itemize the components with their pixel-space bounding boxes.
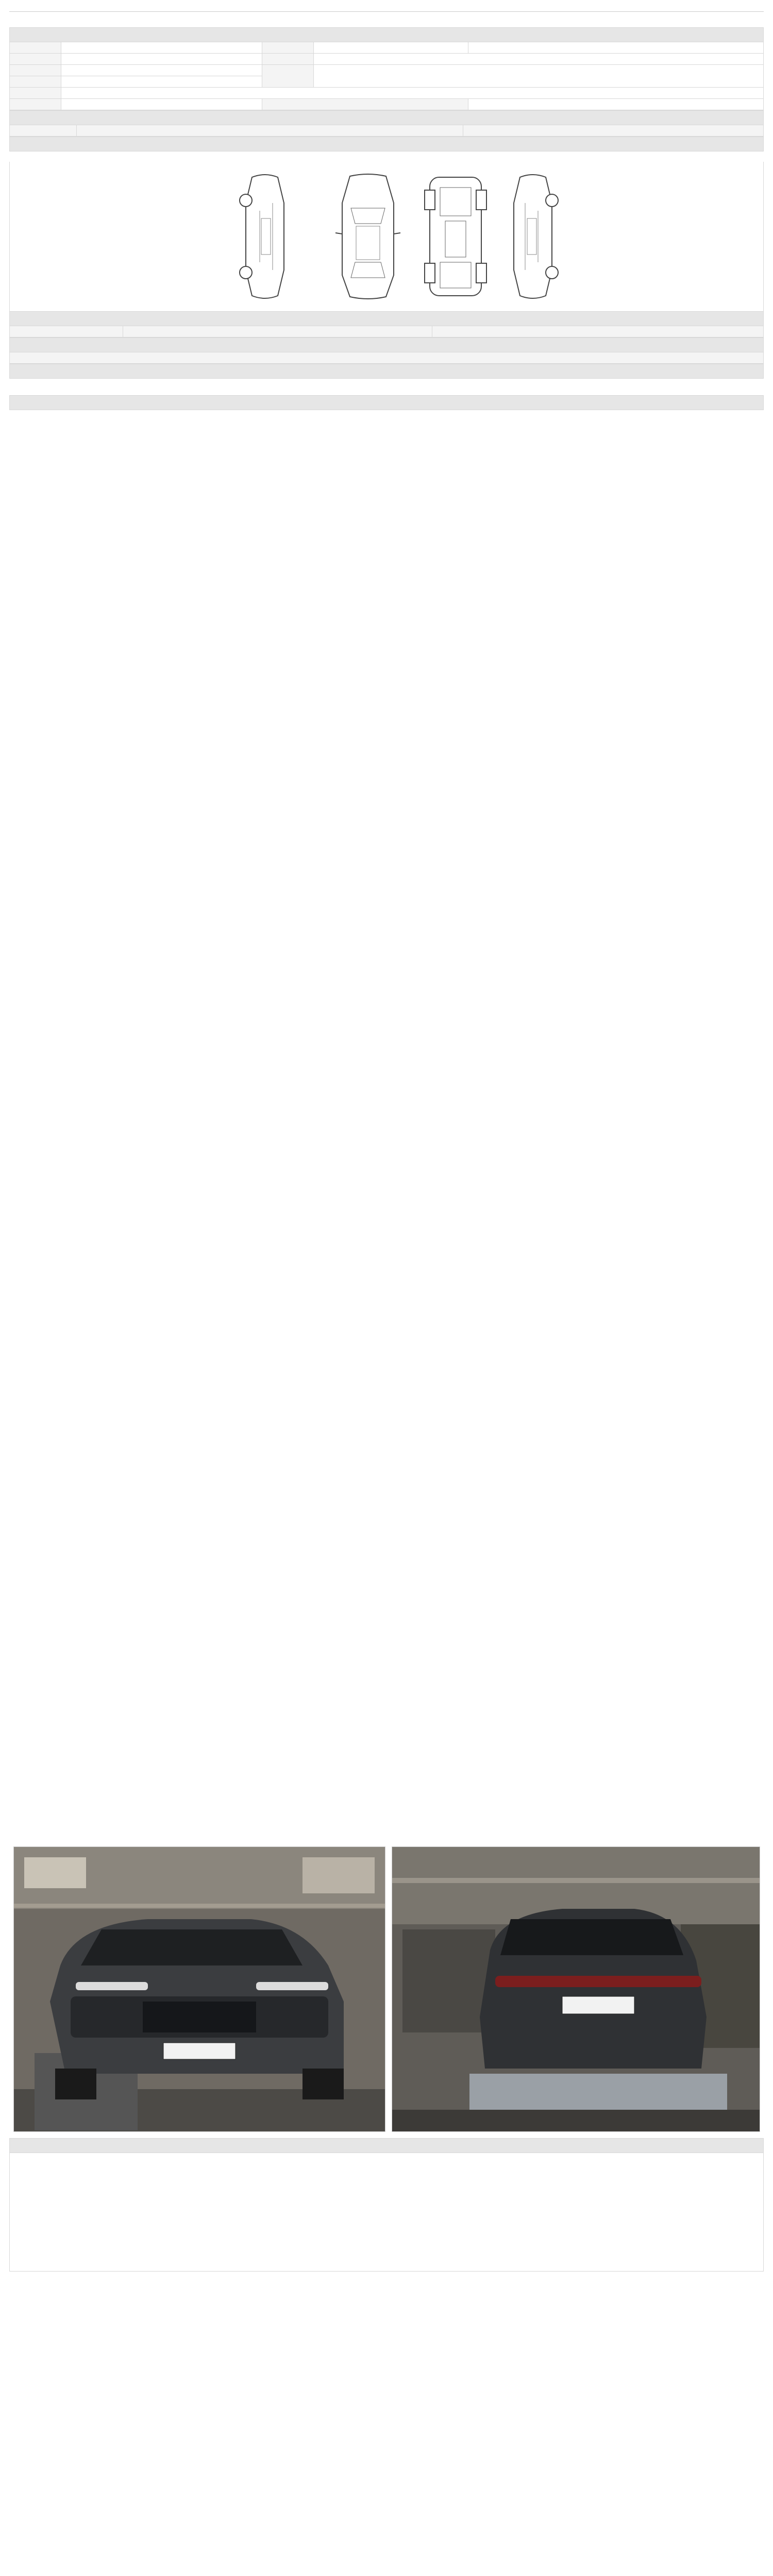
overall-hdr-state	[77, 125, 463, 137]
doc-number	[9, 21, 764, 25]
overall-table	[9, 110, 764, 137]
value-regno-label	[314, 42, 468, 54]
caution-footer	[9, 385, 764, 395]
value-inspection	[314, 54, 764, 65]
accident-legend-note	[9, 158, 764, 162]
label-engine	[10, 99, 61, 110]
sign-date	[10, 2161, 763, 2166]
detail-hdr-item	[123, 326, 432, 337]
overall-hdr-usage	[10, 125, 77, 137]
signature-section	[9, 2138, 764, 2272]
accident-legend	[9, 151, 764, 158]
label-warranty	[262, 99, 468, 110]
car-top-diagram	[329, 172, 407, 301]
label-year	[10, 54, 61, 65]
car-underbody-diagram	[417, 172, 494, 301]
photo-table	[9, 395, 764, 410]
basic-info-table	[9, 27, 764, 110]
accident-table	[9, 137, 764, 151]
car-side-left-diagram	[237, 172, 293, 301]
transmission-options	[314, 65, 764, 88]
fuel-options	[61, 88, 764, 99]
inspection-photo-rear	[392, 1846, 760, 2132]
value-year	[61, 54, 262, 65]
value-model	[61, 42, 262, 54]
other-table	[9, 337, 764, 364]
label-inspection	[262, 54, 314, 65]
label-model	[10, 42, 61, 54]
overall-hdr-item	[463, 125, 764, 137]
value-vin	[61, 76, 262, 88]
label-fuel	[10, 88, 61, 99]
value-plate	[468, 42, 764, 54]
section-basic	[10, 28, 764, 42]
detail-hdr-device	[10, 326, 123, 337]
label-vin	[10, 76, 61, 88]
car-side-right-diagram	[505, 172, 561, 301]
label-first-reg	[10, 65, 61, 76]
section-caution	[10, 364, 764, 379]
sign-line-1	[10, 2153, 763, 2161]
detail-hdr-state	[432, 326, 764, 337]
car-diagram	[9, 162, 764, 311]
caution-heading	[9, 379, 764, 385]
detail-table	[9, 311, 764, 337]
value-first-reg	[61, 65, 262, 76]
section-photo	[10, 396, 764, 410]
label-transmission	[262, 65, 314, 88]
other-hdr	[10, 352, 764, 364]
caution-table	[9, 364, 764, 379]
section-detail	[10, 312, 764, 326]
value-engine	[61, 99, 262, 110]
section-other	[10, 338, 764, 352]
notice-text	[9, 12, 764, 21]
section-accident	[10, 137, 764, 151]
inspection-photo-front	[13, 1846, 385, 2132]
page-title	[9, 0, 764, 11]
label-regno	[262, 42, 314, 54]
section-overall	[10, 111, 764, 125]
section-sign	[10, 2139, 764, 2153]
warranty-options	[468, 99, 764, 110]
